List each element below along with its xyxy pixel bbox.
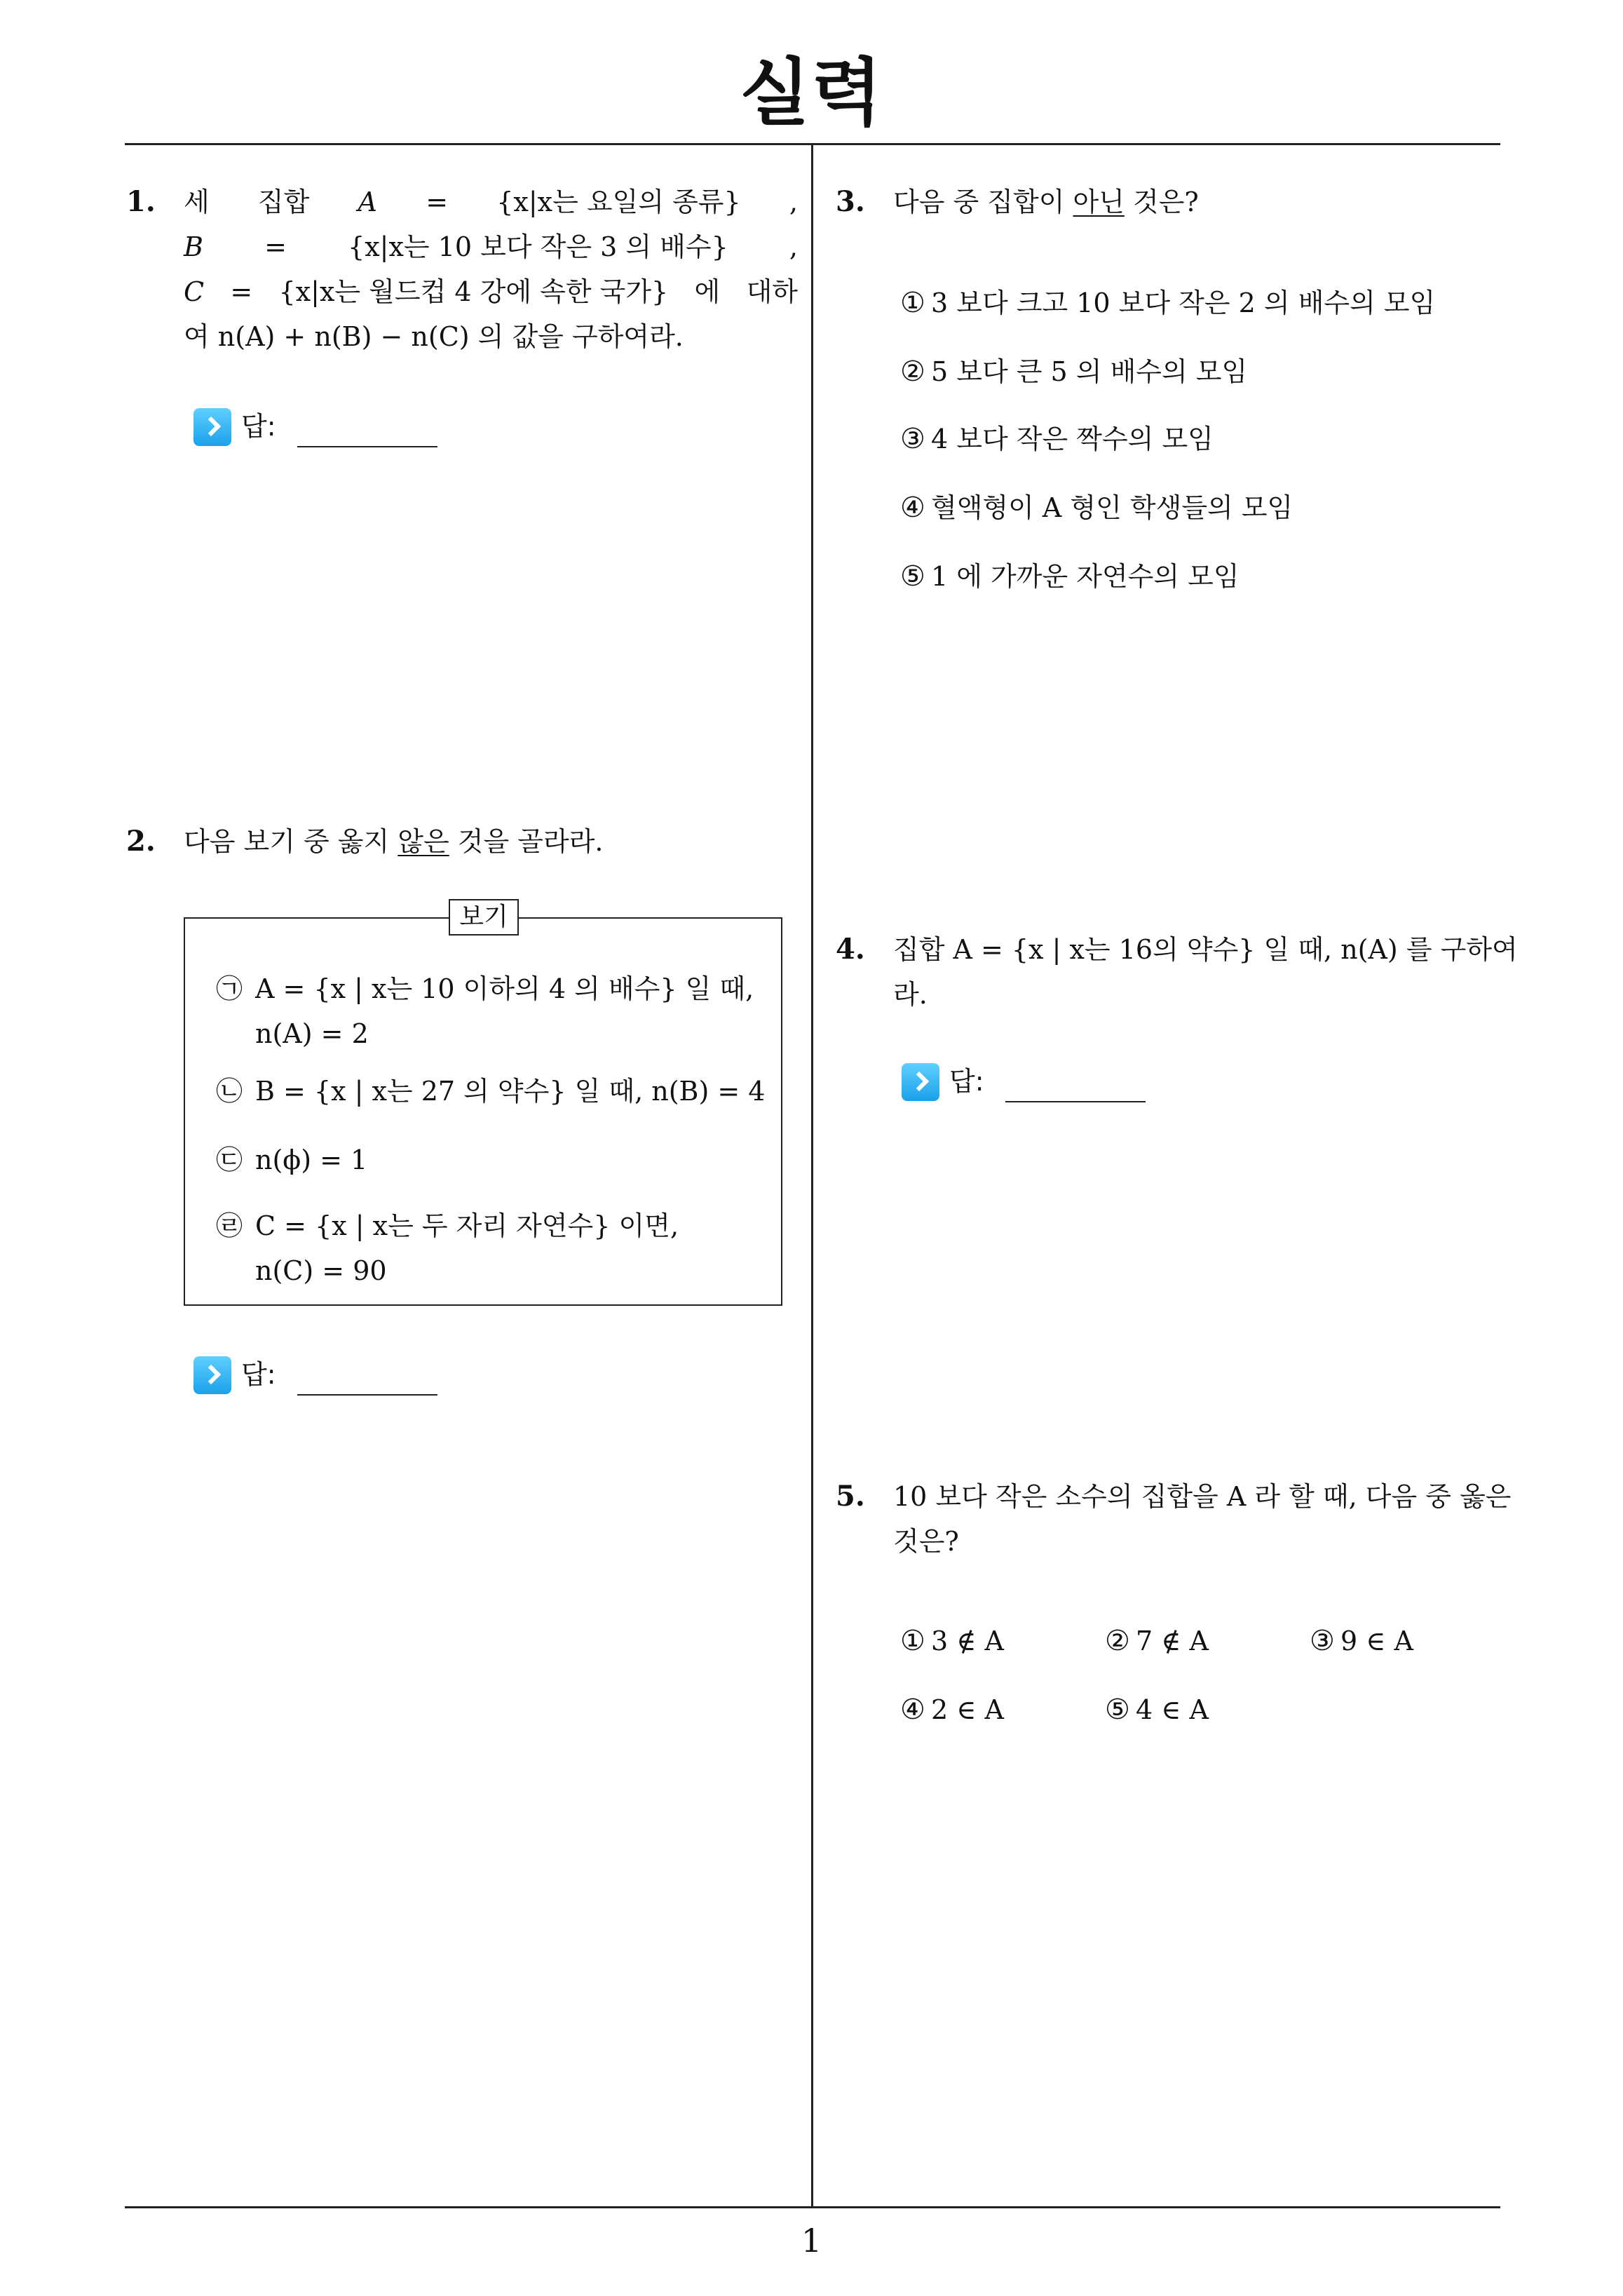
question-text-line: C = {x|x는 월드컵 4 강에 속한 국가} 에 대하 [184,276,798,307]
choice-1[interactable]: ① 3 ∉ A [900,1625,1004,1657]
answer-field[interactable] [193,405,474,454]
answer-label: 답: [241,411,276,442]
answer-blank[interactable] [1005,1101,1146,1102]
answer-blank[interactable] [297,446,437,447]
choice-2[interactable]: ② 5 보다 큰 5 의 배수의 모임 [900,356,1248,388]
question-number: 3. [836,185,865,218]
page-title: 실력 [740,50,883,135]
question-text-line: 10 보다 작은 소수의 집합을 A 라 할 때, 다음 중 옳은 [893,1481,1512,1512]
answer-blank[interactable] [297,1394,437,1396]
answer-field[interactable] [902,1060,1182,1109]
choice-3[interactable]: ③ 9 ∈ A [1310,1625,1413,1657]
question-5 [836,1474,1512,1565]
bogi-item: ㉠ A = {x | x는 10 이하의 4 의 배수} 일 때, n(A) = 2 [216,973,754,1049]
choice-3[interactable]: ③ 4 보다 작은 짝수의 모임 [900,423,1214,455]
choice-4[interactable]: ④ 혈액형이 A 형인 학생들의 모임 [900,492,1293,524]
chevron-right-icon [193,408,231,446]
chevron-right-icon [902,1063,939,1101]
page-number: 1 [801,2222,822,2260]
question-text-line: 세 집합 A = {x|x는 요일의 종류} , [184,187,798,217]
choice-4[interactable]: ④ 2 ∈ A [900,1694,1004,1726]
choice-1[interactable]: ① 3 보다 크고 10 보다 작은 2 의 배수의 모임 [900,287,1436,319]
bogi-label: 보기 [449,899,519,936]
question-number: 4. [836,933,865,966]
choice-5[interactable]: ⑤ 4 ∈ A [1105,1694,1209,1726]
choice-2[interactable]: ② 7 ∉ A [1105,1625,1209,1657]
question-number: 2. [126,825,156,858]
footer-rule [125,2206,1500,2208]
question-2 [126,819,799,868]
answer-label: 답: [949,1066,984,1097]
question-number: 5. [836,1480,865,1513]
chevron-right-icon [193,1356,231,1394]
answer-label: 답: [241,1359,276,1390]
question-number: 1. [126,185,156,218]
question-text-line: 것은? [893,1526,959,1557]
bogi-item: ㉢ n(ϕ) = 1 [216,1144,368,1175]
question-text-line: 라. [893,979,928,1010]
question-text: 다음 중 집합이 아닌 것은? [893,187,1199,217]
bogi-item: ㉣ C = {x | x는 두 자리 자연수} 이면, n(C) = 90 [216,1210,679,1286]
question-text-line: B = {x|x는 10 보다 작은 3 의 배수} , [184,231,798,262]
column-divider [811,144,813,2206]
question-text-line: 여 n(A) + n(B) − n(C) 의 값을 구하여라. [184,321,684,352]
question-text: 다음 보기 중 옳지 않은 것을 골라라. [184,826,604,857]
question-1 [126,180,799,362]
question-text-line: 집합 A = {x | x는 16의 약수} 일 때, n(A) 를 구하여 [893,934,1518,965]
choice-5[interactable]: ⑤ 1 에 가까운 자연수의 모임 [900,560,1240,593]
answer-field[interactable] [193,1353,474,1403]
bogi-item: ㉡ B = {x | x는 27 의 약수} 일 때, n(B) = 4 [216,1076,766,1107]
question-4 [836,927,1518,1018]
question-3 [836,180,1502,229]
